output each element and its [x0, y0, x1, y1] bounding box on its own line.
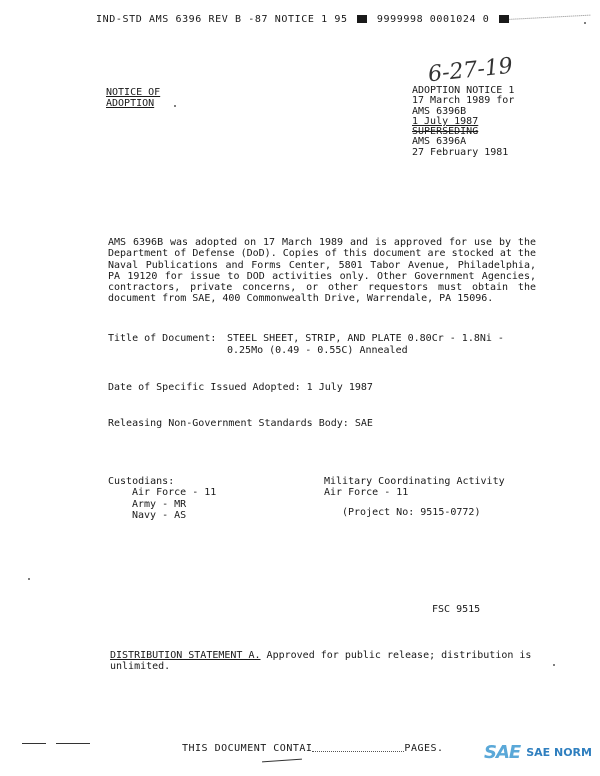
speck	[174, 105, 176, 107]
speck	[28, 578, 30, 580]
custodians-block	[108, 476, 216, 521]
sae-norm-logo	[484, 741, 592, 763]
distribution-text: Approved for public release; distribution is unlimited.	[110, 650, 532, 672]
adoption-notice-block	[412, 86, 514, 158]
speck	[584, 22, 586, 24]
title-value	[227, 333, 504, 356]
footer-smudge	[312, 745, 404, 752]
fsc-code: FSC 9515	[432, 604, 481, 615]
sae-logo-mark: SAE	[484, 741, 521, 763]
title-line-1: STEEL SHEET, STRIP, AND PLATE 0.80Cr - 1.8Ni -	[227, 333, 504, 344]
spec-date: 1 July 1987	[412, 115, 479, 127]
distribution-statement	[110, 651, 534, 672]
military-coordinating-block	[324, 476, 505, 518]
adoption-line: ADOPTION	[106, 98, 155, 109]
adoption-date: 17 March 1989 for	[412, 95, 515, 107]
custodian-air-force: Air Force - 11	[132, 487, 217, 499]
superseding-label: SUPERSEDING	[412, 126, 479, 138]
military-coordinating-heading: Military Coordinating Activity	[324, 476, 505, 487]
superseded-date: 27 February 1981	[412, 146, 509, 158]
speck	[553, 664, 555, 666]
body-paragraph: AMS 6396B was adopted on 17 March 1989 and is approved for use by the Department of Defense (DoD). Copies of this document are stocked at the Naval Publications and Forms Center, 5801 Tabor Avenue, Philadelphia, PA 19120 for issue to DOD activities only. Other Government Agencies, contractors, private concerns, or other requestors must obtain the document from SAE, 400 Commonwealth Drive, Warrendale, PA 15096.	[108, 237, 536, 305]
custodians-heading: Custodians:	[108, 476, 175, 487]
document-header-line	[96, 14, 512, 25]
title-label: Title of Document:	[108, 333, 217, 344]
header-black-mark	[357, 15, 367, 23]
military-coordinating-item: Air Force - 11	[324, 487, 409, 499]
custodian-army: Army - MR	[132, 498, 187, 510]
releasing-body: Releasing Non-Government Standards Body: SAE	[108, 418, 373, 429]
title-of-document	[108, 333, 504, 356]
header-black-mark-end	[499, 15, 509, 23]
distribution-heading: DISTRIBUTION STATEMENT A.	[110, 650, 261, 661]
title-line-2: 0.25Mo (0.49 - 0.55C) Annealed	[227, 344, 408, 356]
footer-rule-mid	[56, 743, 90, 744]
top-scrawl-mark	[500, 1, 591, 21]
adopted-spec: AMS 6396B	[412, 105, 467, 117]
footer-rule-left	[22, 743, 46, 744]
superseded-spec: AMS 6396A	[412, 136, 467, 148]
notice-of-line: NOTICE OF	[106, 87, 161, 98]
project-number: (Project No: 9515-0772)	[342, 506, 481, 518]
header-right-text: 9999998 0001024 0	[376, 14, 490, 25]
footer-text-end: PAGES.	[404, 743, 444, 754]
sae-norm-wordmark: SAE NORM	[526, 745, 592, 759]
footer-scrawl-line	[262, 759, 302, 763]
header-left-text: IND-STD AMS 6396 REV B -87 NOTICE 1 95	[96, 14, 348, 25]
adoption-notice-number: ADOPTION NOTICE 1	[412, 85, 515, 96]
notice-of-adoption-label	[106, 87, 160, 109]
custodian-navy: Navy - AS	[132, 509, 187, 521]
handwritten-note: 6-27-19	[426, 53, 514, 88]
footer-page-count	[182, 743, 444, 754]
date-adopted: Date of Specific Issued Adopted: 1 July 1987	[108, 382, 373, 393]
footer-text-start: THIS DOCUMENT CONTAI	[182, 743, 313, 754]
